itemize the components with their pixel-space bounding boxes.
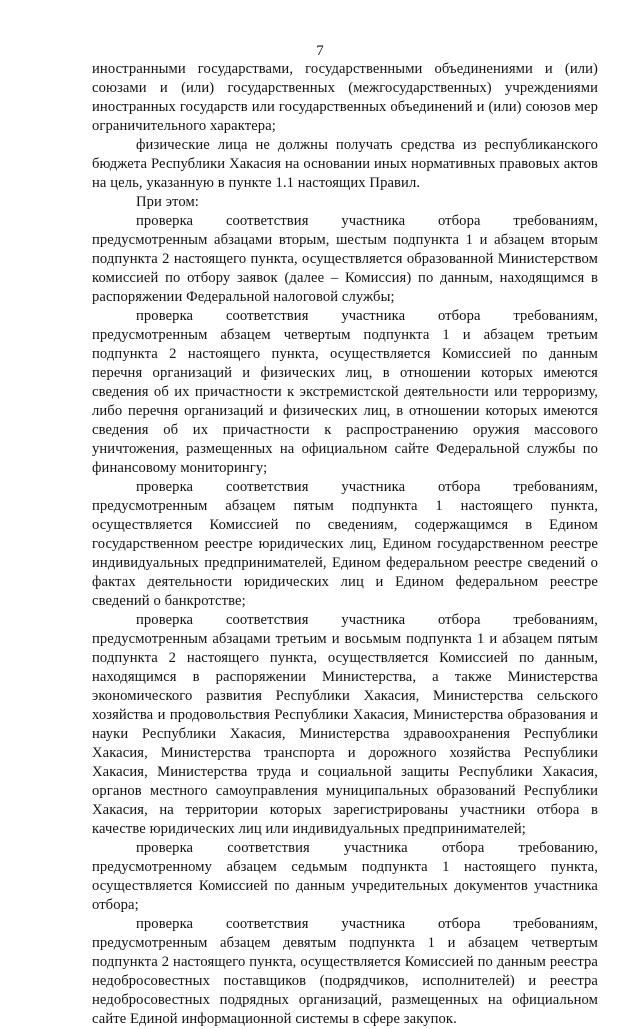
paragraph-check-founding-documents: проверка соответствия участника отбора требованию, предусмотренному абзацем седьмым подпункта 1 настоящего пункта, осуществляется Комиссией по данным учредительных документов участника отбора; — [92, 840, 598, 913]
paragraph-continuation: иностранными государствами, государственными объединениями и (или) союзами и (или) государственных (межгосударственных) учреждениями иностранных государств или государственных объединений и (или) союзов мер ограничительного характера; — [92, 61, 598, 134]
paragraph-check-tax-service: проверка соответствия участника отбора требованиям, предусмотренным абзацами вторым, шестым подпункта 1 и абзацем вторым подпункта 2 настоящего пункта, осуществляется образованной Министерством комиссией по отбору заявок (далее – Комиссия) по данным, находящимся в распоряжении Федеральной налоговой службы; — [92, 213, 598, 305]
page-number: 7 — [316, 43, 324, 59]
paragraph-intro: При этом: — [136, 194, 199, 210]
paragraph-individuals-condition: физические лица не должны получать средства из республиканского бюджета Республики Хакасия на основании иных нормативных правовых актов на цель, указанную в пункте 1.1 настоящих Правил. — [92, 137, 598, 191]
paragraph-check-ministries: проверка соответствия участника отбора требованиям, предусмотренным абзацами третьим и восьмым подпункта 1 и абзацем пятым подпункта 2 настоящего пункта, осуществляется Комиссией по данным, находящимся в распоряжении Министерства, а также Министерства экономического развития Республики Хакасия, Министерства сельского хозяйства и продовольствия Республики Хакасия, Министерства образования и науки Республики Хакасия, Министерства здравоохранения Республики Хакасия, Министерства транспорта и дорожного хозяйства Республики Хакасия, Министерства труда и социальной защиты Республики Хакасия, органов местного самоуправления муниципальных образований Республики Хакасия, на территории которых зарегистрированы участники отбора в качестве юридических лиц или индивидуальных предпринимателей; — [92, 612, 598, 837]
paragraph-check-state-registers: проверка соответствия участника отбора требованиям, предусмотренным абзацем пятым подпункта 1 настоящего пункта, осуществляется Комиссией по сведениям, содержащимся в Едином государственном реестре юридических лиц, Едином государственном реестре индивидуальных предпринимателей, Едином федеральном реестре сведений о фактах деятельности юридических лиц и Едином федеральном реестре сведений о банкротстве; — [92, 479, 598, 609]
paragraph-check-financial-monitoring: проверка соответствия участника отбора требованиям, предусмотренным абзацем четвертым подпункта 1 и абзацем третьим подпункта 2 настоящего пункта, осуществляется Комиссией по данным перечня организаций и физических лиц, в отношении которых имеются сведения об их причастности к экстремистской деятельности или терроризму, либо перечня организаций и физических лиц, в отношении которых имеются сведения об их причастности к распространению оружия массового уничтожения, размещенных на официальном сайте Федеральной службы по финансовому мониторингу; — [92, 308, 598, 476]
paragraph-check-unfair-suppliers: проверка соответствия участника отбора требованиям, предусмотренным абзацем девятым подпункта 1 и абзацем четвертым подпункта 2 настоящего пункта, осуществляется Комиссией по данным реестра недобросовестных поставщиков (подрядчиков, исполнителей) и реестра недобросовестных подрядных организаций, размещенных на официальном сайте Единой информационной системы в сфере закупок. — [92, 916, 598, 1027]
document-body — [92, 60, 598, 1029]
